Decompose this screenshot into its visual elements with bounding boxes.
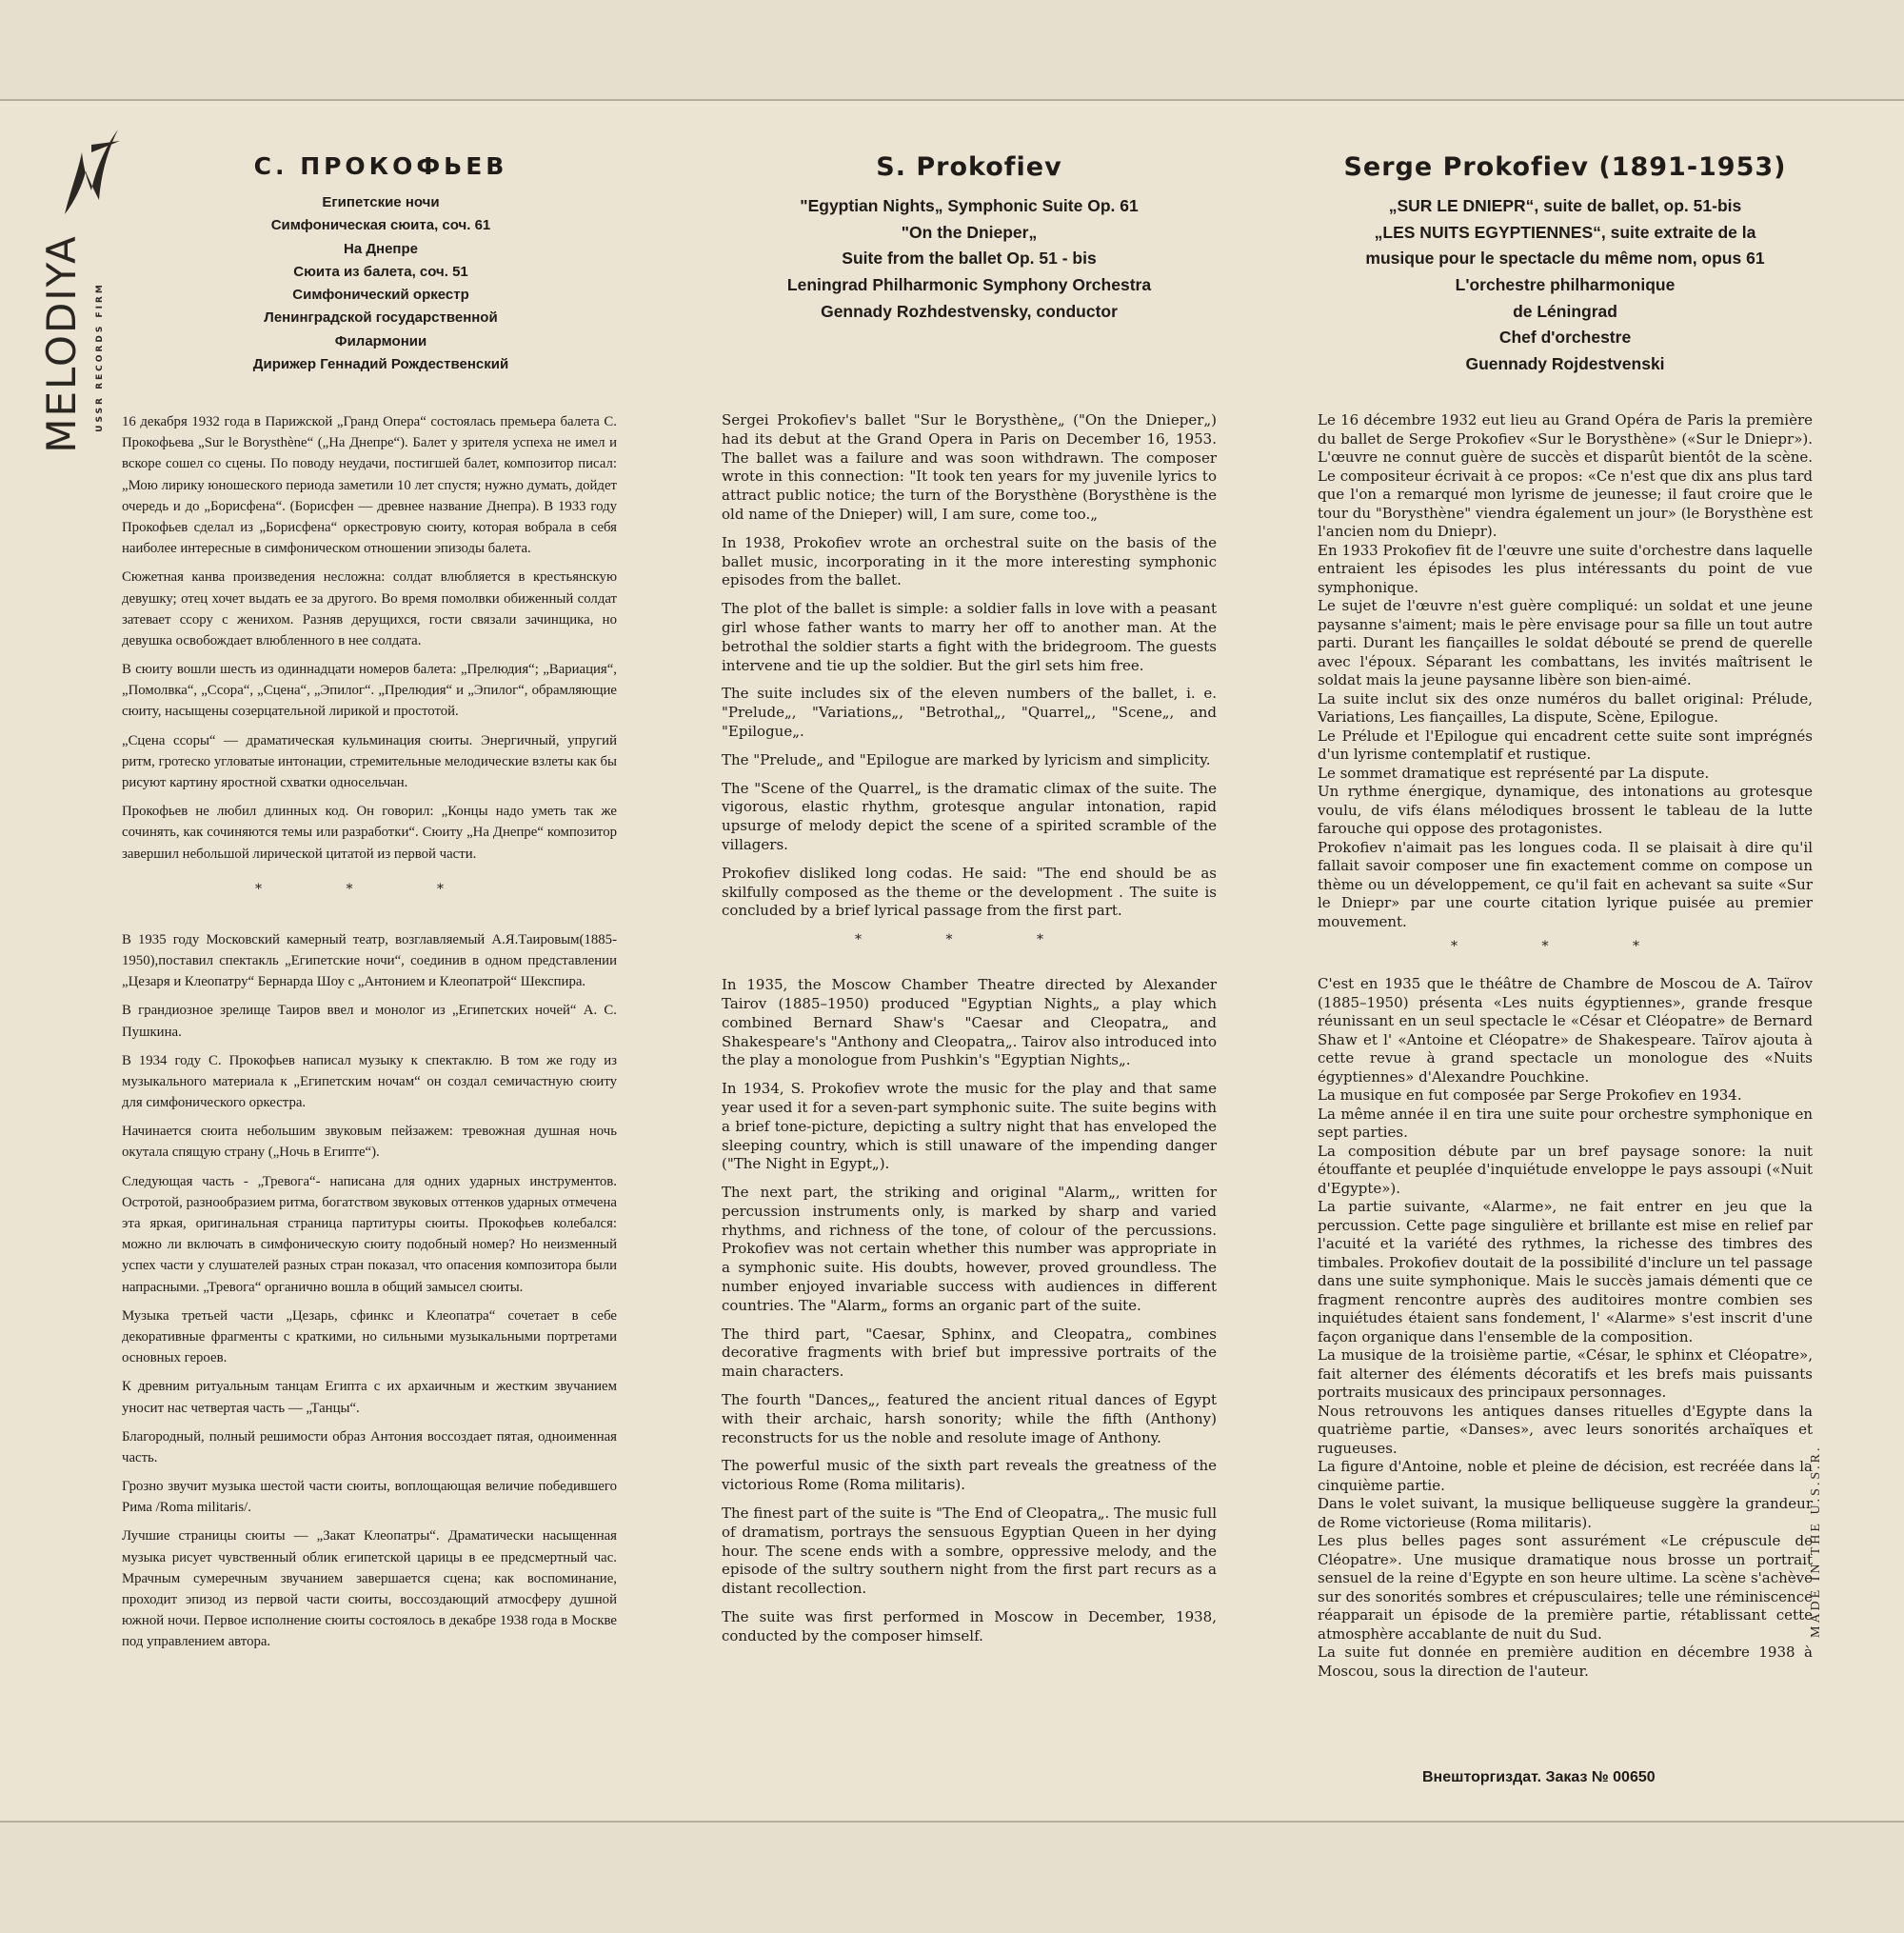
notes-paragraph: Грозно звучит музыка шестой части сюиты, воплощающая величие победившего Рима /Roma militaris/. (122, 1479, 617, 1516)
subtitle-line: Ленинградской государственной (264, 309, 498, 327)
russian-subtitle-lines (114, 191, 647, 376)
notes-paragraph: La même année il en tira une suite pour orchestre symphonique en sept parties. (1318, 1105, 1813, 1141)
subtitle-line: Сюита из балета, соч. 51 (293, 263, 468, 280)
notes-paragraph: C'est en 1935 que le théâtre de Chambre de Moscou de A. Taïrov (1885–1950) présenta «Les nuits égyptiennes», grande fresque réunissant en un seul spectacle le «César et Cléopatre» de Bernard Shaw et l' «Antoine et Cléopatre» de Shakespeare. Taïrov ajouta à cette revue à grand spectacle un monologue des «Nuits égyptiennes» d'Alexandre Pouchkine. (1318, 975, 1813, 1086)
subtitle-line: Симфоническая сюита, соч. 61 (270, 217, 491, 234)
french-title: Serge Prokofiev (1891-1953) (1343, 152, 1787, 182)
notes-paragraph: В 1935 году Московский камерный театр, возглавляемый А.Я.Таировым(1885-1950),поставил спектакль „Египетские ночи“, соединив в одном представлении „Цезаря и Клеопатру“ Бернарда Шоу с „Антонием и Клеопатрой“ Шекспира. (122, 931, 617, 990)
notes-paragraph: The fourth "Dances„, featured the ancient ritual dances of Egypt with their archaic, harsh sonority; while the fifth (Anthony) reconstructs for us the noble and resolute image of Anthony. (722, 1391, 1217, 1446)
subtitle-line: Leningrad Philharmonic Symphony Orchestra (786, 274, 1152, 294)
brand-name: MELODIYA (38, 234, 85, 453)
notes-paragraph: The suite includes six of the eleven numbers of the ballet, i. e. "Prelude„, "Variations„, "Betrothal„, "Quarrel„, "Scene„, and "Epilogue„. (722, 685, 1217, 740)
notes-paragraph: La musique de la troisième partie, «César, le sphinx et Cléopatre», fait alterner des éléments décoratifs et les brefs mais puissants portraits musicaux des principaux personnages. (1318, 1346, 1813, 1401)
made-in-label: MADE IN THE U.S.S.R. (1809, 1445, 1823, 1638)
french-notes (1318, 411, 1813, 1681)
russian-title: С. ПРОКОФЬЕВ (253, 152, 508, 180)
subtitle-line: Guennady Rojdestvenski (1465, 353, 1665, 373)
notes-paragraph: „Сцена ссоры“ — драматическая кульминация сюиты. Энергичный, упругий ритм, гротеско угловатые интонации, стремительные мелодические взлеты как бы рисуют картину яростной схватки односельчан. (122, 732, 617, 790)
notes-paragraph: La suite inclut six des onze numéros du ballet original: Prélude, Variations, Les fiançailles, La dispute, Scène, Epilogue. (1318, 689, 1813, 726)
notes-paragraph: Сюжетная канва произведения несложна: солдат влюбляется в крестьянскую девушку; отец хочет выдать ее за другого. Во время помолвки обиженный солдат затевает ссору с женихом. Разняв дерущихся, гости связали зачинщика, но девушка освобождает влюбленного в нее солдата. (122, 569, 617, 648)
notes-paragraph: Un rythme énergique, dynamique, des intonations au grotesque voulu, de vifs élans mélodiques brossent le tableau de la lutte farouche qui oppose des protagonistes. (1318, 783, 1813, 837)
notes-paragraph: Le sujet de l'œuvre n'est guère compliqué: un soldat et une jeune paysanne s'aiment; mais le père envisage pour sa fille un tout autre parti. Durant les fiançailles le soldat débouté se prend de querelle avec l'époux. Séparant les combattans, les invités maîtrisent le soldat mais la jeune paysanne libère son bien-aimé. (1318, 597, 1813, 688)
subtitle-line: Suite from the ballet Op. 51 - bis (842, 249, 1097, 269)
notes-paragraph: Следующая часть - „Тревога“- написана для одних ударных инструментов. Остротой, разнообразием ритма, богатством звуковых оттенков ударных отмечена эта яркая, оригинальная страница партитуры сюиты. Прокофьев колебался: можно ли включать в симфоническую сюиту подобный номер? Но неизменный успех части у слушателей разных стран показал, что опасения композитора были напрасными. „Тревога“ органично вошла в общий замысел сюиты. (122, 1173, 617, 1295)
english-notes (722, 411, 1217, 1656)
notes-paragraph: La figure d'Antoine, noble et pleine de décision, est recréée dans la cinquième partie. (1318, 1458, 1813, 1494)
subtitle-line: Chef d'orchestre (1498, 328, 1632, 348)
notes-paragraph: Dans le volet suivant, la musique belliqueuse suggère la grandeur de Rome victorieuse (Roma militaris). (1318, 1495, 1813, 1531)
notes-paragraph: The finest part of the suite is "The End of Cleopatra„. The music full of dramatism, portrays the sensuous Egyptian Queen in her dying hour. The scene ends with a sombre, oppressive melody, and the episode of the sultry southern night from the first part recurs as a distant recollection. (722, 1505, 1217, 1598)
subtitle-line: de Léningrad (1513, 301, 1617, 321)
notes-paragraph: Le Prélude et l'Epilogue qui encadrent cette suite sont imprégnés d'un lyrisme contemplatif et rustique. (1318, 727, 1813, 763)
notes-paragraph: Музыка третьей части „Цезарь, сфинкс и Клеопатра“ сочетает в себе декоративные фрагменты с краткими, но сильными музыкальными портретами основных героев. (122, 1307, 617, 1366)
notes-paragraph: The next part, the striking and original "Alarm„, written for percussion instruments only, is marked by sharp and varied rhythms, and richness of the tone, of colour of the percussions. Prokofiev was not certain whether this number was appropriate in a symphonic suite. His doubts, however, proved groundless. The number enjoyed invariable success with audiences in different countries. The "Alarm„ forms an organic part of the suite. (722, 1184, 1217, 1314)
section-divider: * * * (255, 881, 484, 897)
notes-paragraph: La musique en fut composée par Serge Prokofiev en 1934. (1318, 1086, 1742, 1104)
subtitle-line: Дирижер Геннадий Рождественский (252, 356, 509, 373)
notes-paragraph: Прокофьев не любил длинных код. Он говорил: „Концы надо уметь так же сочинять, как сочиняются темы или разработки“. Сюиту „На Днепре“ композитор завершил небольшой лирической цитатой из первой части. (122, 804, 617, 862)
notes-paragraph: 16 декабря 1932 года в Парижской „Гранд Опера“ состоялась премьера балета С. Прокофьева „Sur le Borysthène“ („На Днепре“). Балет у зрителя успеха не имел и вскоре сошел со сцены. По поводу неудачи, постигшей балет, композитор писал: „Мою лирику юношеского периода заметили 10 лет спустя; нужно думать, дойдет очередь и до „Борисфена“. (Борисфен — древнее название Днепра). В 1933 году Прокофьев сделал из „Борисфена“ оркестровую сюиту, которая вобрала в себя наиболее интересные в симфоническом отношении эпизоды балета. (122, 414, 617, 557)
notes-paragraph: Nous retrouvons les antiques danses rituelles d'Egypte dans la quatrième partie, «Danses», avec leurs sonorités archaïques et rugueuses. (1318, 1402, 1813, 1457)
notes-paragraph: В сюиту вошли шесть из одиннадцати номеров балета: „Прелюдия“; „Вариация“, „Помолвка“, „Ссора“, „Сцена“, „Эпилог“. „Прелюдия“ и „Эпилог“, обрамляющие сюиту, насыщены созерцательной лирикой и простотой. (122, 662, 617, 720)
notes-paragraph: Благородный, полный решимости образ Антония воссоздает пятая, одноименная часть. (122, 1428, 617, 1465)
notes-paragraph: Лучшие страницы сюиты — „Закат Клеопатры“. Драматически насыщенная музыка рисует чувственный облик египетской царицы в ее предсмертный час. Мрачным сумеречным звучанием завершается сцена; как воспоминание, проходит эпизод из первой части сюиты, воссоздающий атмосферу душной южной ночи. Первое исполнение сюиты состоялось в декабре 1938 года в Москве под управлением автора. (122, 1528, 617, 1650)
notes-paragraph: В 1934 году С. Прокофьев написал музыку к спектаклю. В том же году из музыкального материала к „Египетским ночам“ он создал семичастную сюиту для симфонического оркестра. (122, 1052, 617, 1111)
subtitle-line: На Днепре (344, 240, 418, 257)
notes-paragraph: In 1938, Prokofiev wrote an orchestral suite on the basis of the ballet music, incorporating in it the more interesting symphonic episodes from the ballet. (722, 533, 1217, 589)
subtitle-line: „LES NUITS EGYPTIENNES“, suite extraite de la (1374, 222, 1756, 242)
notes-paragraph: Le sommet dramatique est représenté par La dispute. (1318, 764, 1710, 782)
notes-paragraph: In 1934, S. Prokofiev wrote the music for the play and that same year used it for a seven-part symphonic suite. The suite begins with a brief tone-picture, depicting a sultry night that has enveloped the sleeping country, which is still unaware of the impending danger ("The Night in Egypt„). (722, 1080, 1217, 1173)
section-divider: * * * (855, 932, 1083, 948)
notes-paragraph: The "Scene of the Quarrel„ is the dramatic climax of the suite. The vigorous, elastic rhythm, grotesque angular intonation, rapid upsurge of melody depict the scene of a spirited scramble of the villagers. (722, 779, 1217, 853)
notes-paragraph: La partie suivante, «Alarme», ne fait entrer en jeu que la percussion. Cette page singulière et brillante est mise en relief par l'acuité et la variété des rythmes, la richesse des timbres des timbales. Prokofiev doutait de la possibilité d'inclure un tel passage dans une suite symphonique. Mais le succès jamais démenti que ce fragment rencontre auprès des auditoires montre combien ses inquiétudes étaient sans fondement, l' «Alarme» s'est inscrit d'une façon organique dans l'ensemble de la composition. (1318, 1198, 1813, 1345)
brand-block (19, 234, 105, 467)
notes-paragraph: Начинается сюита небольшим звуковым пейзажем: тревожная душная ночь окутала спящую страну („Ночь в Египте“). (122, 1124, 617, 1161)
notes-paragraph: La composition débute par un bref paysage sonore: la nuit étouffante et peuplée d'inquiétude enveloppe le pays assoupi («Nuit d'Egypte»). (1318, 1142, 1813, 1197)
subtitle-line: "On the Dnieper„ (901, 222, 1038, 242)
subtitle-line: Симфонический оркестр (292, 287, 469, 304)
notes-paragraph: The third part, "Caesar, Sphinx, and Cleopatra„ combines decorative fragments with brief but impressive portraits of the main characters. (722, 1325, 1217, 1381)
notes-paragraph: Sergei Prokofiev's ballet "Sur le Borysthène„ ("On the Dnieper„) had its debut at the Grand Opera in Paris on December 16, 1953. The ballet was a failure and was soon withdrawn. The composer wrote in this connection: "It took ten years for my juvenile lyrics to attract public notice; the turn of the Borysthène (Borysthène is the old name of the Dnieper) will, I am sure, come too.„ (722, 411, 1217, 523)
top-border-band (0, 0, 1904, 101)
notes-paragraph: Le 16 décembre 1932 eut lieu au Grand Opéra de Paris la première du ballet de Serge Prokofiev «Sur le Borysthène» («Sur le Dniepr»). L'œuvre ne connut guère de succès et disparût bientôt de la scène. Le compositeur écrivait à ce propos: «Ce n'est que dix ans plus tard que l'on a remarqué mon lyrisme de jeunesse; il faut croire que le tour du "Borysthène" viendra également un jour» (le Borysthène est l'ancien nom du Dniepr). (1318, 411, 1813, 540)
notes-paragraph: В грандиозное зрелище Таиров ввел и монолог из „Египетских ночей“ А. С. Пушкина. (122, 1003, 617, 1040)
english-header (722, 152, 1217, 325)
english-title: S. Prokofiev (876, 152, 1062, 182)
notes-paragraph: К древним ритуальным танцам Египта с их архаичным и жестким звучанием уносит нас четвертая часть — „Танцы“. (122, 1379, 617, 1416)
notes-paragraph: Prokofiev disliked long codas. He said: "The end should be as skilfully composed as the theme or the development . The suite is concluded by a brief lyrical passage from the first part. (722, 864, 1217, 920)
subtitle-line: L'orchestre philharmonique (1455, 274, 1676, 294)
subtitle-line: "Egyptian Nights„ Symphonic Suite Op. 61 (800, 196, 1139, 215)
russian-header (114, 152, 647, 376)
russian-notes (122, 411, 617, 1661)
subtitle-line: Египетские ночи (322, 194, 440, 210)
order-number: Внешторгиздат. Заказ № 00650 (1422, 1769, 1656, 1785)
notes-paragraph: Les plus belles pages sont assurément «Le crépuscule de Cléopatre». Une musique dramatique nous brosse un portrait sensuel de la reine d'Egypte en son heure ultime. La scène s'achève sur des sonorités sombres et crépusculaires; telle une réminiscence réapparait un épisode de la première partie, rétablissant cette atmosphère accablante de nuit du Sud. (1318, 1532, 1813, 1643)
french-header (1318, 152, 1813, 377)
notes-paragraph: The powerful music of the sixth part reveals the greatness of the victorious Rome (Roma militaris). (722, 1457, 1217, 1494)
bottom-border-band (0, 1821, 1904, 1933)
notes-paragraph: En 1933 Prokofiev fit de l'œuvre une suite d'orchestre dans laquelle entraient les épisodes les plus intéressants du point de vue symphonique. (1318, 541, 1813, 596)
subtitle-line: musique pour le spectacle du même nom, opus 61 (1365, 249, 1765, 269)
section-divider: * * * (1451, 939, 1679, 954)
subtitle-line: Филармонии (334, 332, 427, 349)
notes-paragraph: The plot of the ballet is simple: a soldier falls in love with a peasant girl whose father wants to marry her off to another man. At the betrothal the soldier starts a fight with the bridegroom. The guests intervene and tie up the soldier. But the girl sets him free. (722, 600, 1217, 674)
notes-paragraph: In 1935, the Moscow Chamber Theatre directed by Alexander Tairov (1885–1950) produced "Egyptian Nights„ a play which combined Bernard Shaw's "Caesar and Cleopatra„ and Shakespeare's "Anthony and Cleopatra„. Tairov also introduced into the play a monologue from Pushkin's "Egyptian Nights„. (722, 976, 1217, 1069)
notes-paragraph: The suite was first performed in Moscow in December, 1938, conducted by the composer himself. (722, 1608, 1217, 1644)
notes-paragraph: La suite fut donnée en première audition en décembre 1938 à Moscou, sous la direction de l'auteur. (1318, 1644, 1813, 1680)
notes-paragraph: Prokofiev n'aimait pas les longues coda. Il se plaisait à dire qu'il fallait savoir composer une fin exactement comme on compose un thème ou un développement, ce qu'il fait en achevant sa suite «Sur le Dniepr» par une courte citation lyrique puisée au premier mouvement. (1318, 838, 1813, 930)
notes-paragraph: The "Prelude„ and "Epilogue are marked by lyricism and simplicity. (722, 750, 1211, 768)
french-subtitle-lines (1318, 193, 1813, 377)
subtitle-line: Gennady Rozhdestvensky, conductor (821, 301, 1118, 321)
brand-subtitle: USSR RECORDS FIRM (95, 282, 105, 432)
subtitle-line: „SUR LE DNIEPR“, suite de ballet, op. 51-bis (1388, 196, 1742, 215)
english-subtitle-lines (722, 193, 1217, 325)
